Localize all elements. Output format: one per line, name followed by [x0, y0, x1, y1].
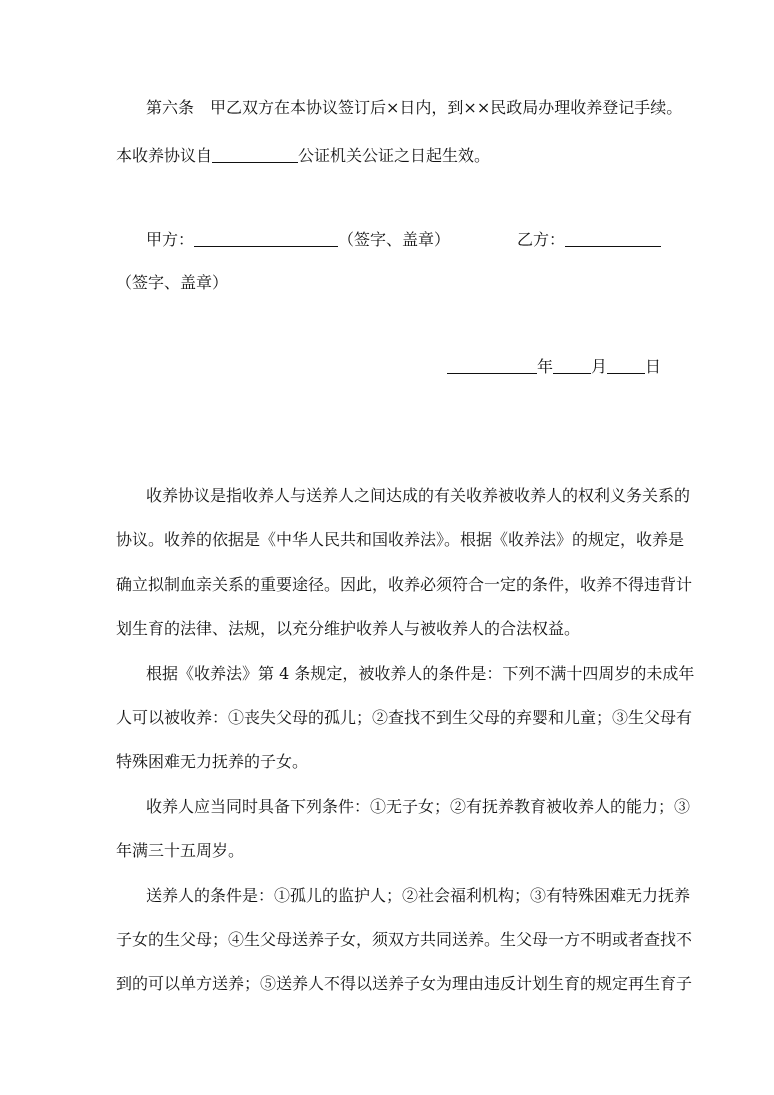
clause-6-suffix: 公证机关公证之日起生效。 [298, 146, 491, 165]
month-label: 月 [591, 357, 608, 376]
party-b-note: （签字、盖章） [116, 273, 229, 292]
month-blank [553, 357, 591, 374]
explanation-p1-line-1: 收养协议是指收养人与送养人之间达成的有关收养被收养人的权利义务关系的 [146, 486, 691, 505]
effective-date-blank [212, 146, 298, 163]
party-a-label: 甲方： [146, 230, 195, 249]
day-blank [607, 357, 645, 374]
party-a-blank [194, 230, 338, 247]
party-b-label: 乙方： [517, 230, 566, 249]
explanation-p2-line-2: 人可以被收养：①丧失父母的孤儿；②查找不到生父母的弃婴和儿童；③生父母有 [116, 708, 693, 727]
explanation-p2-line-1: 根据《收养法》第 4 条规定，被收养人的条件是：下列不满十四周岁的未成年 [146, 664, 695, 683]
party-b-signature [517, 230, 661, 250]
explanation-p1-line-3: 确立拟制血亲关系的重要途径。因此，收养必须符合一定的条件，收养不得违背计 [116, 575, 693, 594]
explanation-p4-line-1: 送养人的条件是：①孤儿的监护人；②社会福利机构；③有特殊困难无力抚养 [146, 886, 691, 905]
year-blank [447, 357, 537, 374]
clause-6-prefix: 本收养协议自 [116, 146, 213, 165]
party-a-signature [146, 230, 450, 250]
explanation-p1-line-4: 划生育的法律、法规，以充分维护收养人与被收养人的合法权益。 [116, 619, 581, 638]
day-label: 日 [645, 357, 662, 376]
clause-6-line-1: 第六条 甲乙双方在本协议签订后×日内，到××民政局办理收养登记手续。 [146, 98, 683, 117]
explanation-p2-line-3: 特殊困难无力抚养的子女。 [116, 752, 309, 771]
party-b-blank [565, 230, 661, 247]
explanation-p4-line-2: 子女的生父母；④生父母送养子女，须双方共同送养。生父母一方不明或者查找不 [116, 930, 693, 949]
year-label: 年 [537, 357, 554, 376]
date-line [447, 357, 661, 377]
explanation-p3-line-2: 年满三十五周岁。 [116, 841, 245, 860]
explanation-p3-line-1: 收养人应当同时具备下列条件：①无子女；②有抚养教育被收养人的能力；③ [146, 797, 691, 816]
party-a-note: （签字、盖章） [338, 230, 451, 249]
explanation-p4-line-3: 到的可以单方送养；⑤送养人不得以送养子女为理由违反计划生育的规定再生育子 [116, 974, 693, 993]
clause-6-line-2 [116, 146, 490, 166]
explanation-p1-line-2: 协议。收养的依据是《中华人民共和国收养法》。根据《收养法》的规定，收养是 [116, 530, 685, 549]
